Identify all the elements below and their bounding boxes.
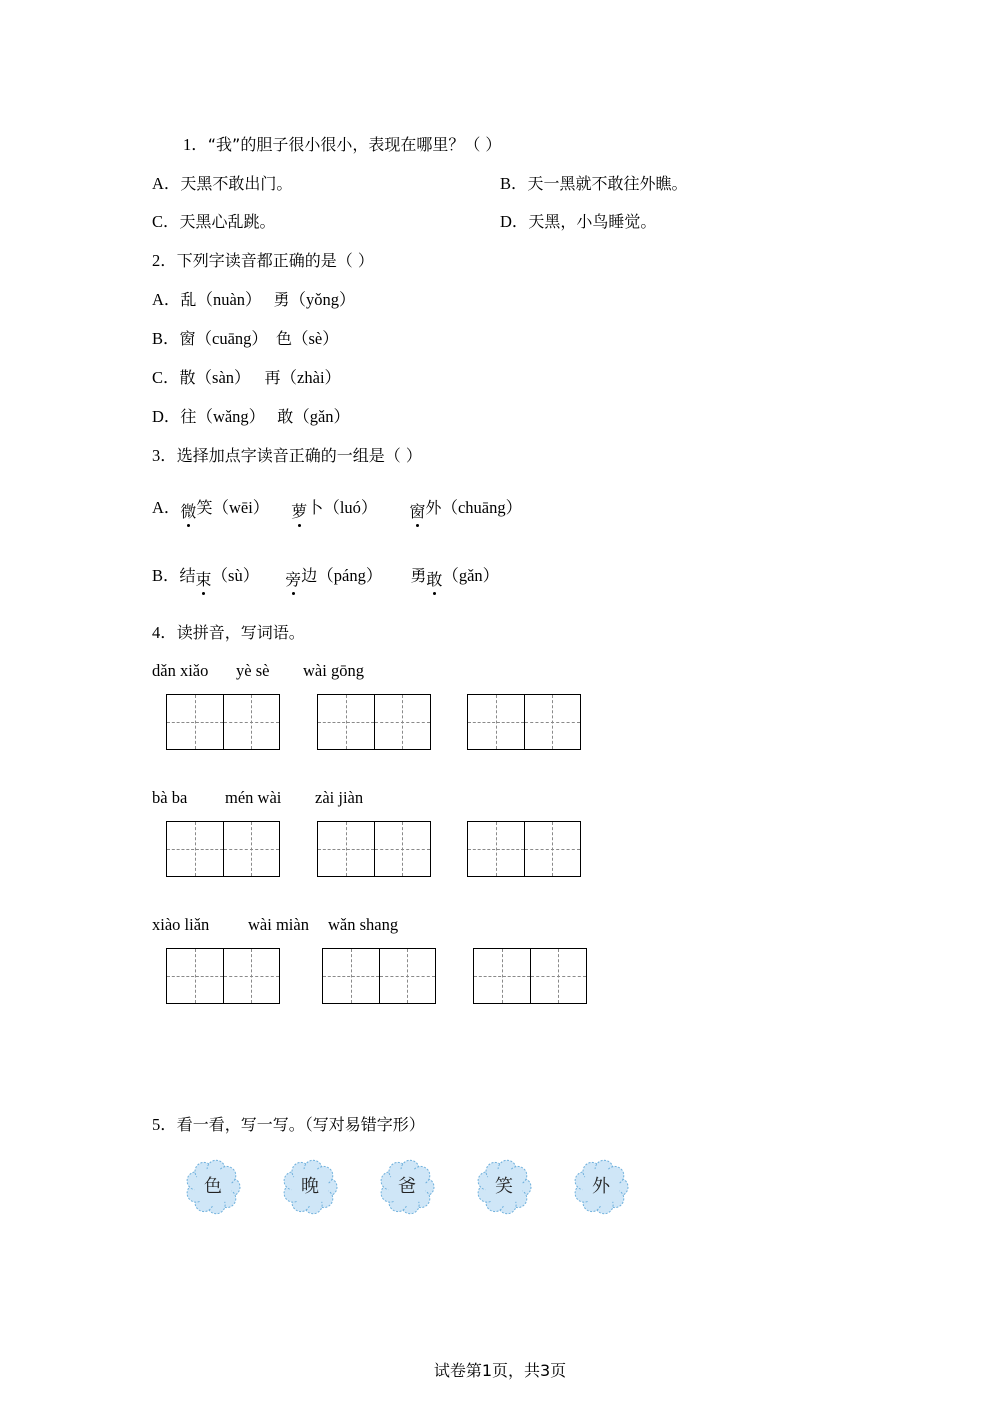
pinyin-label: wài gōng	[303, 661, 364, 680]
option-pinyin: （gǎn）	[442, 566, 500, 585]
q3-option-a	[152, 498, 523, 521]
emphasized-char: 萝	[291, 502, 307, 522]
option-char: 往	[180, 407, 197, 426]
word-char: 外	[425, 498, 442, 517]
q3-line	[152, 446, 422, 466]
q5-line	[152, 1115, 425, 1135]
q2-option-a	[152, 290, 356, 310]
word-char: 笑	[196, 498, 213, 517]
option-label: B．	[152, 566, 180, 585]
pinyin-label: wài miàn	[248, 915, 309, 934]
writing-grid[interactable]	[166, 821, 280, 877]
writing-grid[interactable]	[322, 948, 436, 1004]
q3-stem: 选择加点字读音正确的一组是（ ）	[176, 446, 422, 465]
option-pinyin: （sù）	[211, 566, 260, 585]
q2-option-b	[152, 329, 339, 349]
word-char: 卜	[307, 498, 324, 517]
emphasized-char: 束	[196, 570, 212, 590]
option-pinyin: （nuàn）	[196, 290, 262, 309]
writing-grid[interactable]	[473, 948, 587, 1004]
option-pinyin: （wēi）	[212, 498, 270, 517]
emphasis-dot-icon	[298, 524, 301, 527]
flower-char-card	[572, 1158, 630, 1216]
option-label: C．	[152, 212, 180, 231]
q2-line	[152, 251, 374, 271]
option-pinyin: （cuāng）	[195, 329, 268, 348]
q3-number: 3．	[152, 446, 177, 465]
option-pinyin: （chuāng）	[441, 498, 523, 517]
q2-number: 2．	[152, 251, 177, 270]
writing-grid[interactable]	[467, 821, 581, 877]
emphasized-char: 敢	[426, 570, 442, 590]
emphasis-dot-icon	[416, 524, 419, 527]
page-footer: 试卷第1页，共3页	[433, 1361, 567, 1380]
q3-option-b	[152, 566, 500, 589]
flower-char: 色	[204, 1176, 222, 1197]
q5-number: 5．	[152, 1115, 177, 1134]
flower-char: 爸	[398, 1176, 416, 1197]
flower-char-card	[184, 1158, 242, 1216]
flower-char-card	[281, 1158, 339, 1216]
option-pinyin: （sàn）	[195, 368, 251, 387]
q1-option-c	[152, 212, 276, 232]
option-label: D．	[500, 212, 529, 231]
flower-char: 笑	[495, 1176, 513, 1197]
q2-option-c	[152, 368, 341, 388]
q1-option-b	[500, 174, 688, 194]
q4-number: 4．	[152, 623, 177, 642]
q1-option-d	[500, 212, 656, 232]
flower-char-card	[378, 1158, 436, 1216]
emphasis-dot-icon	[202, 592, 205, 595]
writing-grid[interactable]	[166, 694, 280, 750]
option-pinyin: （gǎn）	[293, 407, 351, 426]
pinyin-label: dǎn xiǎo	[152, 661, 209, 680]
writing-grid[interactable]	[317, 694, 431, 750]
pinyin-label: wǎn shang	[328, 915, 399, 934]
emphasized-char: 微	[180, 502, 196, 522]
option-text: 天一黑就不敢往外瞧。	[527, 174, 688, 193]
pinyin-label: yè sè	[236, 661, 270, 680]
writing-grid[interactable]	[317, 821, 431, 877]
q2-option-d	[152, 407, 350, 427]
q1-number: 1．	[183, 135, 208, 154]
emphasized-char: 旁	[285, 570, 301, 590]
writing-grid[interactable]	[166, 948, 280, 1004]
option-char: 色	[275, 329, 292, 348]
option-char: 勇	[273, 290, 290, 309]
option-char: 散	[179, 368, 196, 387]
option-label: A．	[152, 498, 181, 517]
option-label: C．	[152, 368, 180, 387]
writing-grid[interactable]	[467, 694, 581, 750]
option-label: B．	[152, 329, 180, 348]
emphasis-dot-icon	[292, 592, 295, 595]
option-text: 天黑，小鸟睡觉。	[528, 212, 657, 231]
word-char: 结	[179, 566, 196, 585]
word-char: 勇	[410, 566, 427, 585]
pinyin-label: xiào liǎn	[152, 915, 210, 934]
flower-char-card	[475, 1158, 533, 1216]
option-label: A．	[152, 290, 181, 309]
pinyin-label: zài jiàn	[315, 788, 364, 807]
option-label: A．	[152, 174, 181, 193]
option-pinyin: （páng）	[317, 566, 383, 585]
option-char: 乱	[180, 290, 197, 309]
option-text: 天黑不敢出门。	[180, 174, 293, 193]
pinyin-label: bà ba	[152, 788, 188, 807]
emphasis-dot-icon	[187, 524, 190, 527]
emphasized-char: 窗	[409, 502, 425, 522]
option-text: 天黑心乱跳。	[179, 212, 276, 231]
option-char: 敢	[277, 407, 294, 426]
option-pinyin: （sè）	[291, 329, 339, 348]
flower-char: 外	[592, 1176, 610, 1197]
option-char: 再	[264, 368, 281, 387]
q1-line	[183, 135, 501, 155]
q2-stem: 下列字读音都正确的是（ ）	[176, 251, 374, 270]
emphasis-dot-icon	[433, 592, 436, 595]
pinyin-label: mén wài	[225, 788, 282, 807]
q4-line	[152, 623, 305, 643]
q5-stem: 看一看，写一写。（写对易错字形）	[176, 1115, 425, 1134]
option-label: D．	[152, 407, 181, 426]
word-char: 边	[301, 566, 318, 585]
q1-stem: “我”的胆子很小很小，表现在哪里？（ ）	[207, 135, 502, 154]
q4-stem: 读拼音，写词语。	[176, 623, 305, 642]
option-label: B．	[500, 174, 528, 193]
flower-char: 晚	[301, 1176, 319, 1197]
option-pinyin: （yǒng）	[289, 290, 356, 309]
q1-option-a	[152, 174, 292, 194]
option-pinyin: （zhài）	[280, 368, 342, 387]
option-char: 窗	[179, 329, 196, 348]
option-pinyin: （wǎng）	[196, 407, 266, 426]
option-pinyin: （luó）	[323, 498, 378, 517]
